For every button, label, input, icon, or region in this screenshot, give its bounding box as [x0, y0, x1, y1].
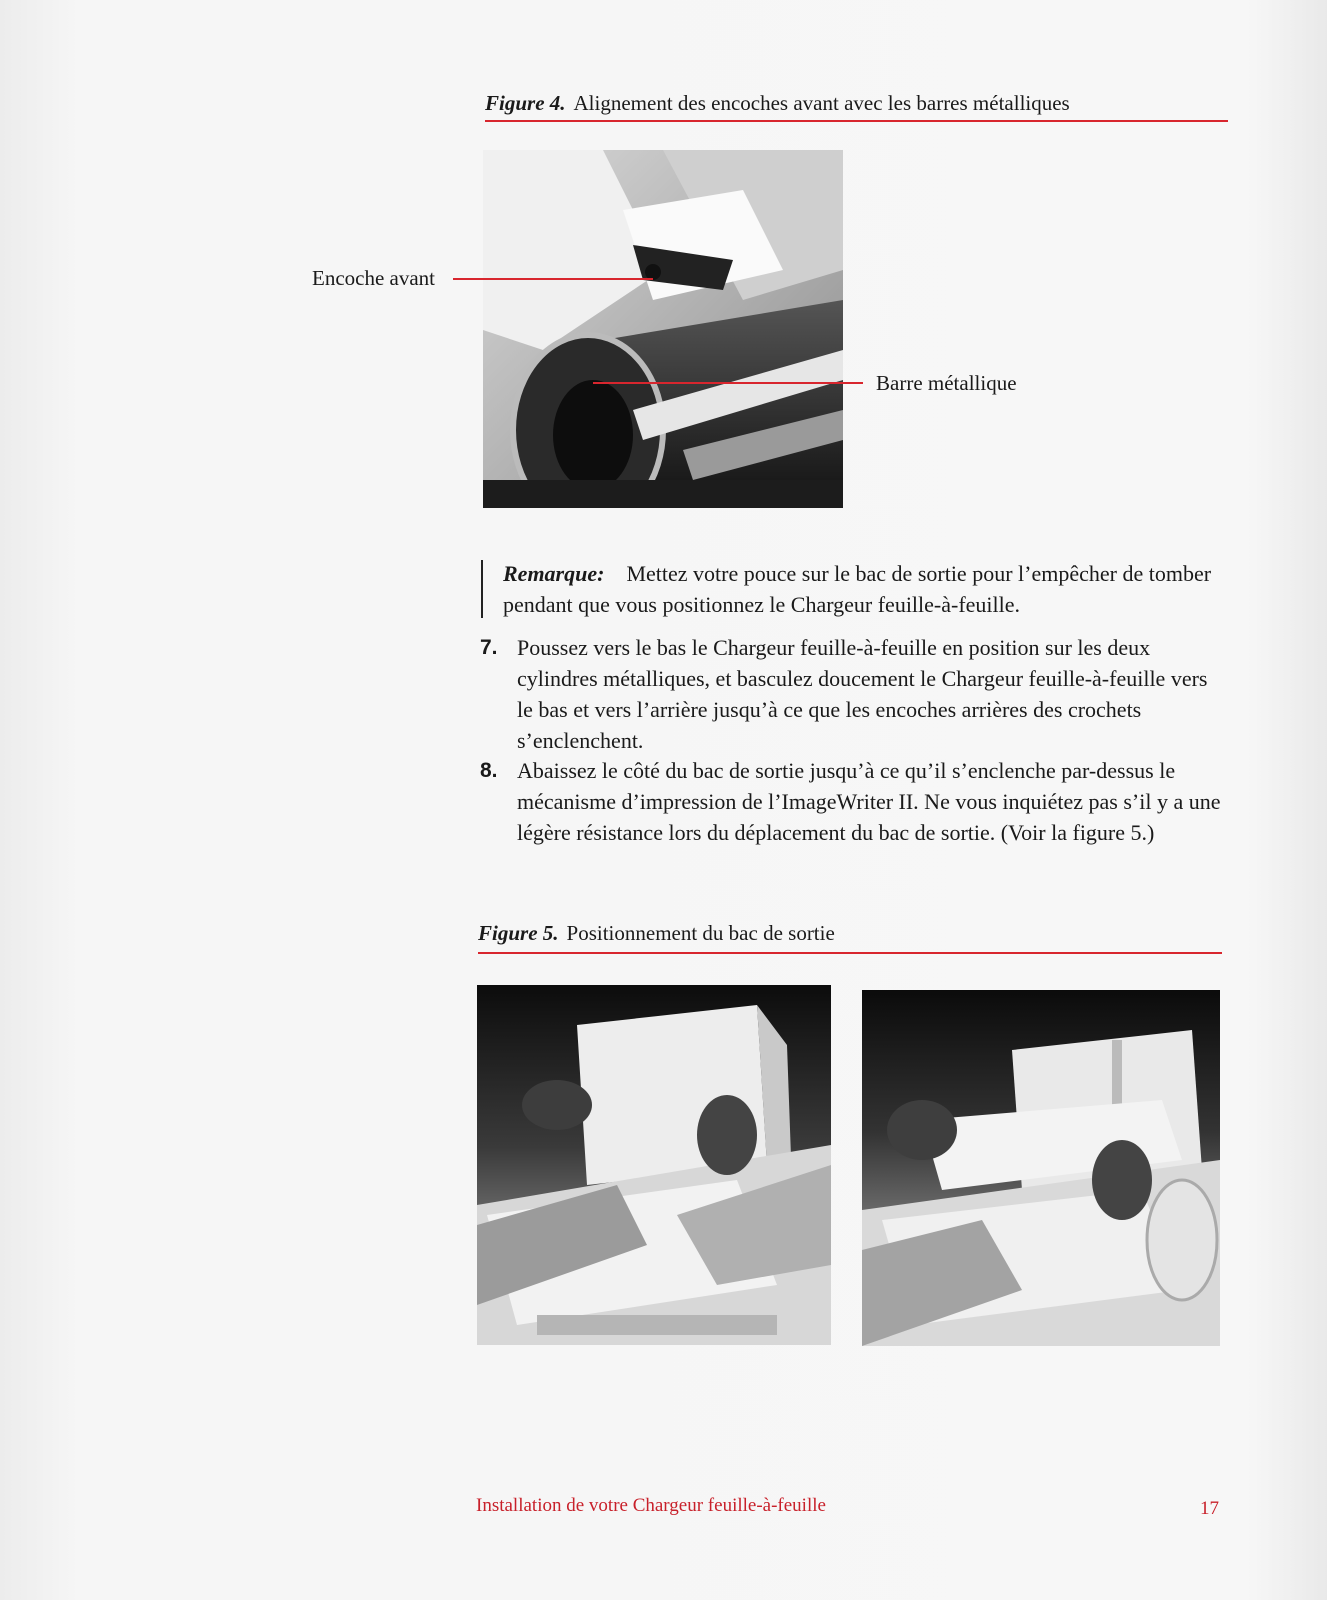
callout-metal-bar-leader — [593, 382, 863, 384]
callout-front-notch: Encoche avant — [312, 266, 436, 290]
note-text: Mettez votre pouce sur le bac de sortie pour l’empêcher de tomber pendant que vous positionnez le Chargeur feuille-à-feuille. — [503, 561, 1212, 617]
figure-5-photo-right — [862, 990, 1220, 1346]
note-margin-bar — [481, 560, 483, 618]
figure-4-title: Alignement des encoches avant avec les barres métalliques — [573, 91, 1070, 115]
figure-4-photo — [483, 150, 843, 508]
callout-front-notch-leader — [453, 278, 653, 280]
callout-metal-bar: Barre métallique — [876, 371, 1017, 395]
figure-4-rule — [485, 120, 1228, 122]
step-text: Poussez vers le bas le Chargeur feuille-à-feuille en position sur les deux cylindres métalliques, et basculez doucement le Chargeur feuille-à-feuille vers le bas et vers l’arrière jusqu’à ce que les encoches arrières des crochets s’enclenchent. — [517, 635, 1208, 753]
note-label: Remarque: — [503, 561, 605, 586]
figure-5-caption — [478, 920, 835, 946]
footer-section-title: Installation de votre Chargeur feuille-à-feuille — [476, 1495, 826, 1516]
step-7 — [480, 632, 1225, 756]
figure-4-caption — [485, 90, 1070, 116]
figure-5-title: Positionnement du bac de sortie — [566, 921, 835, 945]
step-number: 7. — [480, 636, 498, 659]
figure-5-rule — [478, 952, 1222, 954]
figure-4-label: Figure 4. — [485, 91, 566, 115]
note-block — [503, 558, 1223, 620]
figure-5-photo-left — [477, 985, 831, 1345]
step-number: 8. — [480, 759, 498, 782]
step-8 — [480, 755, 1225, 879]
figure-5-label: Figure 5. — [478, 921, 559, 945]
page-number: 17 — [1200, 1498, 1219, 1519]
step-text: Abaissez le côté du bac de sortie jusqu’à ce qu’il s’enclenche par-dessus le mécanisme d’impression de l’ImageWriter II. Ne vous inquiétez pas s’il y a une légère résistance lors du déplacement du bac de sortie. (Voir la figure 5.) — [517, 758, 1221, 845]
